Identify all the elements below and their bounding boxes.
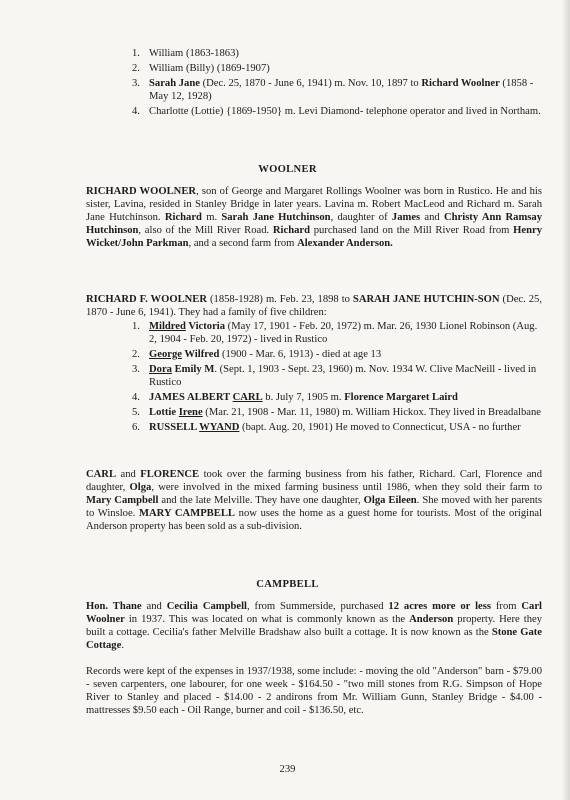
text-run: Stone Gate Cottage (86, 627, 543, 651)
heading-woolner: WOOLNER (258, 164, 317, 175)
text-run: property. Here they built a cottage. Cecilia's father Melville Bradshaw also built a cottage. It is now known as the (86, 614, 542, 638)
list-item (132, 62, 542, 75)
text-run: now uses the home as a guest home for tourists. Most of the original Anderson property has been sold as a sub-division. (86, 508, 543, 532)
list-number: 1. (132, 321, 140, 332)
text-run: Richard (272, 225, 310, 236)
text-run: Victoria (185, 321, 226, 332)
list-item (132, 391, 542, 404)
page-edge-shadow (562, 0, 570, 800)
paragraph-records (86, 665, 542, 717)
text-run: Dora (149, 364, 172, 375)
list-item (132, 421, 542, 434)
text-run: SARAH JANE HUTCHIN-SON (352, 294, 500, 305)
paragraph-richard-f-woolner (86, 293, 542, 319)
text-run: (1858 - May 12, 1928) (149, 78, 534, 102)
paragraph-campbell (86, 600, 542, 652)
text-run: took over the farming business from his father, Richard. Carl, Florence and daughter, (86, 469, 542, 493)
text-run: Florence Margaret Laird (344, 392, 458, 403)
list-item (132, 406, 542, 419)
list-number: 5. (132, 407, 140, 418)
paragraph-carl-florence (86, 468, 542, 533)
list-item (132, 77, 542, 103)
text-run: Records were kept of the expenses in 1937/1938, some include: - moving the old "Anderson" barn - $79.00 - seven carpenters, one labourer, for one week - $164.50 - "two mill stones from R.G. Simpson of Hope River to Stanley and placed - $14.00 - 2 andirons from Mr. William Gunn, Stanley Bridge - $4.00 - mattresses $9.50 each - Oil Range, burner and coil - $136.50, etc. (86, 666, 542, 716)
heading-campbell: CAMPBELL (256, 579, 319, 590)
text-run: George (149, 349, 182, 360)
text-run: FLORENCE (140, 469, 200, 480)
text-run: and (420, 212, 444, 223)
text-run: Sarah Jane Hutchinson (221, 212, 331, 223)
text-run: Alexander Anderson. (297, 238, 393, 249)
paragraph-woolner (86, 185, 542, 250)
text-run: , were involved in the mixed farming business until 1986, when they sold their farm to (151, 482, 543, 493)
list-number: 3. (132, 364, 140, 375)
text-run: RICHARD WOOLNER (86, 186, 197, 197)
text-run: Carl Woolner (86, 601, 542, 625)
text-run: Sarah Jane (149, 78, 200, 89)
list-children (132, 320, 542, 436)
text-run: , daughter of (330, 212, 392, 223)
list-number: 2. (132, 63, 140, 74)
text-run: , from Summerside, purchased (246, 601, 389, 612)
text-run: b. July 7, 1905 m. (262, 392, 345, 403)
list-item (132, 363, 542, 389)
list-item (132, 320, 542, 346)
text-run: Richard Woolner (421, 78, 500, 89)
text-run: MARY CAMPBELL (139, 508, 235, 519)
text-run: CARL (232, 392, 263, 403)
text-run: . (Sept. 1, 1903 - Sept. 23, 1960) m. Nov. 1934 W. Clive MacNeill - lived in Rustico (149, 364, 537, 388)
text-run: Emily M (171, 364, 215, 375)
list-number: 4. (132, 392, 140, 403)
list-item (132, 47, 542, 60)
text-run: William (1863-1863) (149, 48, 239, 59)
text-run: (May 17, 1901 - Feb. 20, 1972) m. Mar. 26, 1930 Lionel Robinson (Aug. 2, 1904 - Feb. 20, 1972) - lived in Rustico (149, 321, 538, 345)
text-run: m. (201, 212, 222, 223)
text-run: CARL (86, 469, 117, 480)
text-run: Lottie (149, 407, 179, 418)
text-run: WYAND (199, 422, 240, 433)
text-run: Anderson (409, 614, 454, 625)
text-run: Irene (178, 407, 203, 418)
text-run: (1858-1928) m. Feb. 23, 1898 to (207, 294, 353, 305)
text-run: Charlotte (Lottie) {1869-1950} m. Levi Diamond- telephone operator and lived in Northam. (149, 106, 541, 117)
text-run: (Mar. 21, 1908 - Mar. 11, 1980) m. William Hickox. They lived in Breadalbane (202, 407, 541, 418)
text-run: Olga (129, 482, 152, 493)
text-run: 12 acres more or less (388, 601, 491, 612)
text-run: Mary Campbell (86, 495, 159, 506)
text-run: Richard (164, 212, 202, 223)
text-run: and (141, 601, 167, 612)
list-top (132, 47, 542, 120)
text-run: Christy Ann Ramsay Hutchinson (86, 212, 543, 236)
text-run: , son of George and Margaret Rollings Woolner was born in Rustico. He and his sister, Lavina, resided in Stanley Bridge in later years. Lavina m. Robert MacLeod and Richard m. Sarah Jane Hutchinson. (86, 186, 542, 223)
list-number: 6. (132, 422, 140, 433)
text-run: (1900 - Mar. 6, 1913) - died at age 13 (219, 349, 382, 360)
text-run: RUSSELL (149, 422, 200, 433)
page-number: 239 (279, 764, 296, 775)
list-number: 2. (132, 349, 140, 360)
text-run: and the late Melville. They have one daughter, (158, 495, 364, 506)
text-run: . She moved with her parents to Winsloe. (86, 495, 542, 519)
text-run: in 1937. This was located on what is commonly known as the (124, 614, 410, 625)
text-run: , and a second farm from (188, 238, 298, 249)
text-run: JAMES ALBERT (149, 392, 233, 403)
text-run: (bapt. Aug. 20, 1901) He moved to Connecticut, USA - no further (239, 422, 521, 433)
text-run: James (391, 212, 421, 223)
text-run: RICHARD F. WOOLNER (86, 294, 208, 305)
list-number: 1. (132, 48, 140, 59)
text-run: purchased land on the Mill River Road from (309, 225, 514, 236)
text-run: William (Billy) (1869-1907) (149, 63, 270, 74)
text-run: Cecilia Campbell (166, 601, 247, 612)
text-run: Hon. Thane (86, 601, 142, 612)
list-item (132, 348, 542, 361)
text-run: from (490, 601, 522, 612)
list-number: 3. (132, 78, 140, 89)
text-run: , also of the Mill River Road. (138, 225, 273, 236)
text-run: Mildred (149, 321, 186, 332)
list-item (132, 105, 542, 118)
text-run: Wilfred (181, 349, 220, 360)
text-run: Olga Eileen (363, 495, 417, 506)
text-run: (Dec. 25, 1870 - June 6, 1941). They had a family of five children: (86, 294, 542, 318)
text-run: (Dec. 25, 1870 - June 6, 1941) m. Nov. 10, 1897 to (199, 78, 422, 89)
text-run: Henry Wicket/John Parkman (86, 225, 542, 249)
list-number: 4. (132, 106, 140, 117)
text-run: and (116, 469, 141, 480)
text-run: . (121, 640, 124, 651)
